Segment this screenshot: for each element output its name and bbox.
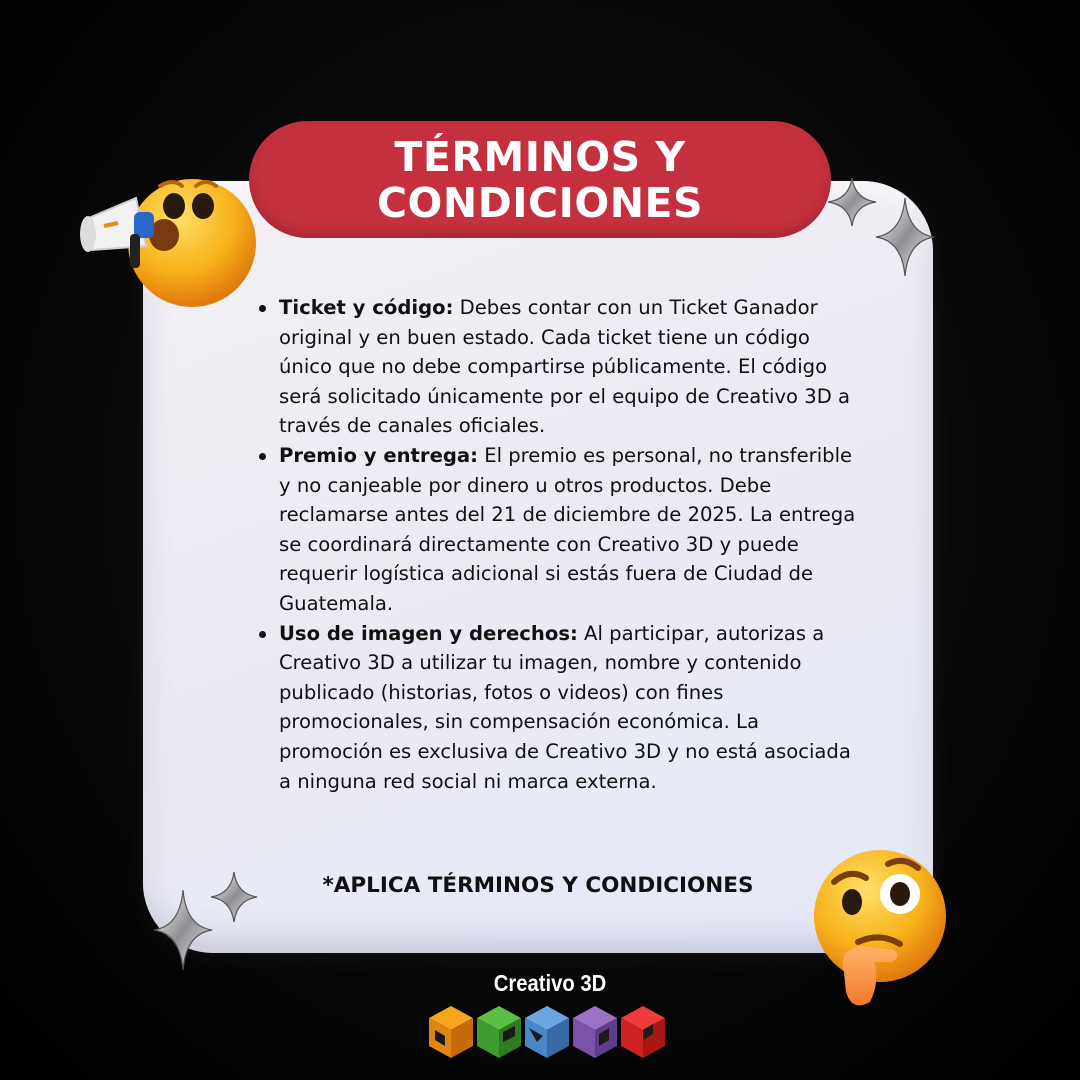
sparkle-icon [874, 196, 936, 278]
term-item-image-rights [257, 619, 857, 797]
sparkle-icon [209, 870, 259, 924]
term-text: Debes contar con un Ticket Ganador original y en buen estado. Cada ticket tiene un código único que no debe compartirse públicamente. El código será solicitado únicamente por el equipo de Creativo 3D a través de canales oficiales. [279, 296, 851, 438]
title-line-2: CONDICIONES [376, 178, 704, 227]
term-item-ticket [257, 293, 857, 441]
term-text: Al participar, autorizas a Creativo 3D a utilizar tu imagen, nombre y contenido publicado (historias, fotos o videos) con fines promocionales, sin compensación económica. La promoción es exclusiva de Creativo 3D y no está asociada a ninguna red social ni marca externa. [279, 621, 851, 793]
term-heading: Ticket y código: [279, 296, 454, 319]
terms-list [257, 293, 857, 796]
cube-row-logo-icon [427, 1002, 671, 1062]
sparkle-icon [152, 888, 214, 972]
brand-name: Creativo 3D [493, 970, 607, 996]
term-heading: Premio y entrega: [279, 443, 478, 467]
term-text: El premio es personal, no transferible y no canjeable por dinero u otros productos. Debe reclamarse antes del 21 de diciembre de 2025. La entrega se coordinará directamente con Creativo 3D y puede requerir logística adicional si estás fuera de Ciudad de Guatemala. [279, 443, 856, 615]
term-item-prize [257, 441, 857, 619]
title-banner [249, 121, 831, 238]
sparkle-icon [826, 176, 878, 228]
thinking-face-emoji-icon [808, 846, 953, 1012]
terms-footer-note: *APLICA TÉRMINOS Y CONDICIONES [322, 873, 754, 898]
term-heading: Uso de imagen y derechos: [279, 621, 578, 645]
title-line-1: TÉRMINOS Y [394, 132, 686, 181]
megaphone-face-emoji-icon [78, 168, 258, 313]
